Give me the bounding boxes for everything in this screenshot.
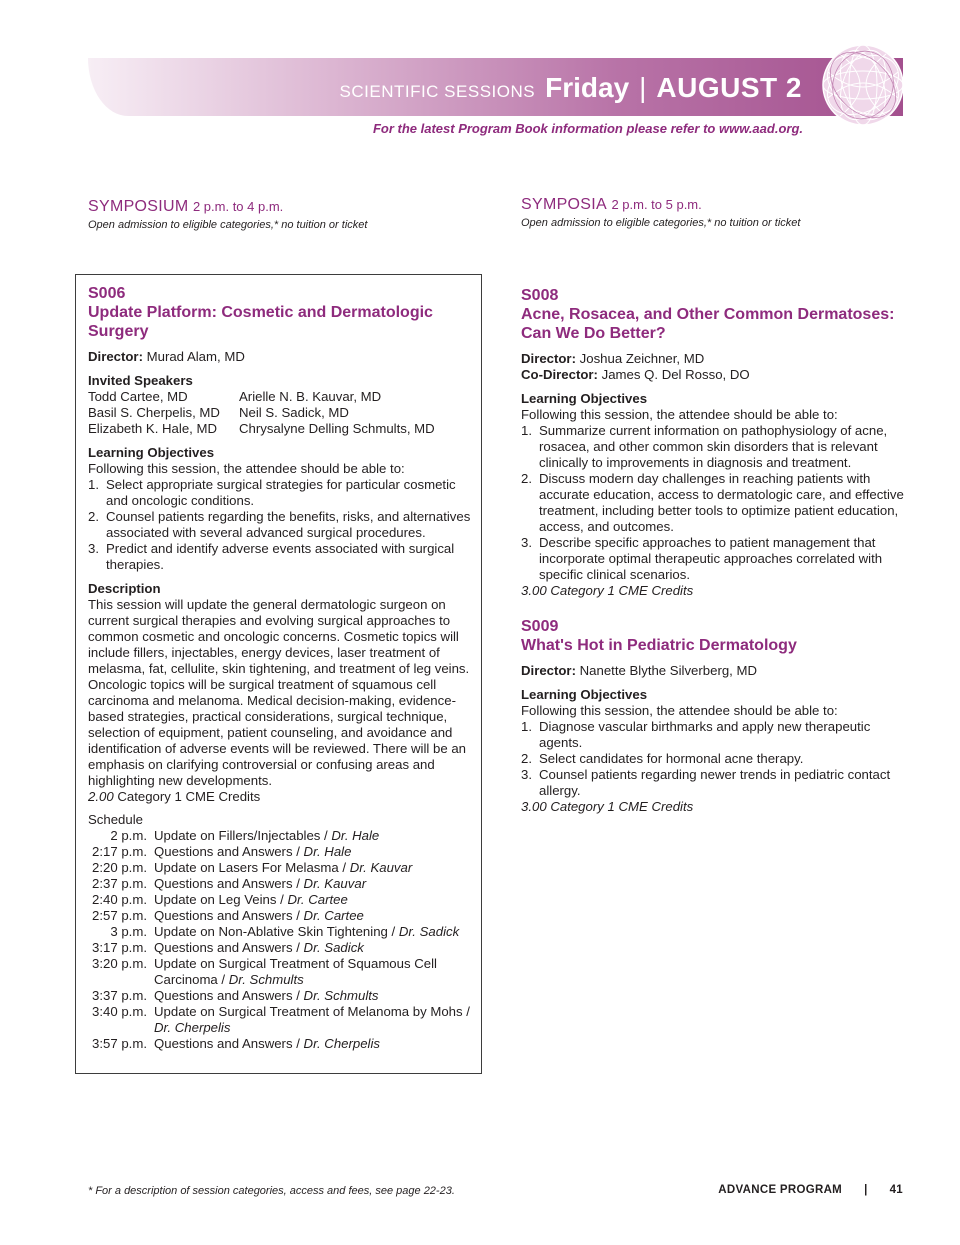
- credits-line: 3.00 Category 1 CME Credits: [521, 583, 694, 598]
- schedule-topic: Update on Leg Veins / Dr. Cartee: [154, 892, 348, 907]
- schedule-row: [88, 940, 473, 956]
- schedule-speaker: Dr. Cartee: [303, 908, 364, 923]
- director-line: Director: Murad Alam, MD: [88, 349, 245, 364]
- list-item: 1. Select appropriate surgical strategies for particular cosmetic and oncologic conditions.: [88, 477, 456, 508]
- schedule-list: [88, 828, 473, 1052]
- speaker: Basil S. Cherpelis, MD: [88, 405, 220, 420]
- director-line: Director: Nanette Blythe Silverberg, MD: [521, 663, 758, 678]
- schedule-topic: Update on Surgical Treatment of Squamous Cell Carcinoma / Dr. Schmults: [154, 956, 437, 987]
- symposium-label: SYMPOSIUM: [88, 198, 189, 215]
- right-column: [521, 286, 906, 815]
- schedule-topic: Questions and Answers / Dr. Sadick: [154, 940, 364, 955]
- speaker: Elizabeth K. Hale, MD: [88, 421, 217, 436]
- footer-page-info: [718, 1184, 903, 1196]
- schedule-speaker: Dr. Cherpelis: [154, 1020, 231, 1035]
- header-separator: |: [639, 72, 647, 103]
- schedule-row: [88, 1004, 473, 1036]
- schedule-speaker: Dr. Kauvar: [303, 876, 367, 891]
- schedule-topic: Questions and Answers / Dr. Hale: [154, 844, 352, 859]
- session-title: Acne, Rosacea, and Other Common Dermatoses: Can We Do Better?: [521, 306, 895, 342]
- speaker: Neil S. Sadick, MD: [239, 405, 349, 420]
- list-item: 3. Predict and identify adverse events associated with surgical therapies.: [88, 541, 455, 572]
- schedule-speaker: Dr. Kauvar: [349, 860, 413, 875]
- globe-logo-icon: [820, 42, 906, 128]
- schedule-time: 3:37 p.m.: [92, 988, 147, 1003]
- schedule-topic: Questions and Answers / Dr. Schmults: [154, 988, 379, 1003]
- objectives-list: [521, 719, 906, 799]
- schedule-speaker: Dr. Sadick: [303, 940, 364, 955]
- schedule-time: 3:17 p.m.: [92, 940, 147, 955]
- schedule-time: 2 p.m.: [110, 828, 147, 843]
- schedule-row: [88, 844, 473, 860]
- list-item: 3. Counsel patients regarding newer trends in pediatric contact allergy.: [521, 767, 891, 798]
- objectives-heading: Learning Objectives: [88, 445, 215, 460]
- schedule-row: [88, 876, 473, 892]
- speakers-list: [88, 389, 473, 437]
- date-label: AUGUST 2: [656, 72, 802, 103]
- symposia-time: 2 p.m. to 5 p.m.: [611, 197, 702, 212]
- schedule-speaker: Dr. Cherpelis: [303, 1036, 381, 1051]
- schedule-time: 2:17 p.m.: [92, 844, 147, 859]
- objectives-heading: Learning Objectives: [521, 687, 648, 702]
- right-symposia-heading: [521, 196, 800, 229]
- session-code: S009: [521, 618, 559, 635]
- schedule-topic: Questions and Answers / Dr. Cherpelis: [154, 1036, 381, 1051]
- schedule-topic: Update on Surgical Treatment of Melanoma by Mohs / Dr. Cherpelis: [154, 1004, 470, 1035]
- footer-separator: |: [864, 1184, 868, 1196]
- schedule-topic: Update on Lasers For Melasma / Dr. Kauvar: [154, 860, 413, 875]
- session-code: S006: [88, 285, 126, 302]
- schedule-row: [88, 924, 473, 940]
- list-item: 3. Describe specific approaches to patient management that incorporate optimal therapeutic approaches correlated with specific clinical scenarios.: [521, 535, 883, 582]
- schedule-row: [88, 828, 473, 844]
- schedule-speaker: Dr. Schmults: [228, 972, 304, 987]
- schedule-row: [88, 988, 473, 1004]
- schedule-row: [88, 860, 473, 876]
- speaker: Todd Cartee, MD: [88, 389, 188, 404]
- symposia-note: Open admission to eligible categories,* no tuition or ticket: [521, 217, 801, 229]
- symposia-label: SYMPOSIA: [521, 196, 607, 213]
- list-item: 2. Counsel patients regarding the benefits, risks, and alternatives associated with several advanced surgical procedures.: [88, 509, 471, 540]
- symposium-time: 2 p.m. to 4 p.m.: [192, 199, 284, 214]
- schedule-topic: Update on Fillers/Injectables / Dr. Hale: [154, 828, 380, 843]
- schedule-topic: Update on Non-Ablative Skin Tightening / Dr. Sadick: [154, 924, 460, 939]
- schedule-time: 2:37 p.m.: [92, 876, 147, 891]
- credits-line: 2.00 Category 1 CME Credits: [88, 789, 261, 804]
- director-line: Director: Joshua Zeichner, MD: [521, 351, 705, 366]
- schedule-row: [88, 1036, 473, 1052]
- section-label: SCIENTIFIC SESSIONS: [339, 82, 536, 101]
- session-title: What's Hot in Pediatric Dermatology: [521, 637, 797, 654]
- day-label: Friday: [545, 72, 630, 103]
- schedule-topic: Questions and Answers / Dr. Kauvar: [154, 876, 367, 891]
- schedule-row: [88, 908, 473, 924]
- schedule-topic: Questions and Answers / Dr. Cartee: [154, 908, 364, 923]
- schedule-time: 3:57 p.m.: [92, 1036, 147, 1051]
- schedule-time: 3:40 p.m.: [92, 1004, 147, 1019]
- schedule-heading: Schedule: [88, 812, 143, 827]
- schedule-time: 2:57 p.m.: [92, 908, 147, 923]
- objectives-heading: Learning Objectives: [521, 391, 648, 406]
- objectives-intro: Following this session, the attendee should be able to:: [88, 461, 405, 476]
- speaker: Arielle N. B. Kauvar, MD: [239, 389, 382, 404]
- objectives-intro: Following this session, the attendee should be able to:: [521, 703, 838, 718]
- list-item: 1. Summarize current information on pathophysiology of acne, rosacea, and other common skin disorders that is relevant clinically to improvements in diagnosis and treatment.: [521, 423, 888, 470]
- session-title: Update Platform: Cosmetic and Dermatologic Surgery: [88, 304, 433, 340]
- objectives-list: [88, 477, 473, 573]
- schedule-row: [88, 892, 473, 908]
- schedule-speaker: Dr. Hale: [303, 844, 352, 859]
- schedule-speaker: Dr. Cartee: [287, 892, 348, 907]
- schedule-time: 3:20 p.m.: [92, 956, 147, 971]
- header-title: [340, 72, 802, 104]
- description-text: This session will update the general dermatologic surgeon on current surgical therapies and evolving surgical approaches to common cosmetic and oncologic concerns. Cosmetic topics will include fillers, injectables, energy devices, laser treatment of melasma, fat, cellulite, skin tightening, and treatment of leg veins. Oncologic topics will be surgical treatment of squamous cell carcinoma and melanoma. Medical decision-making, evidence-based strategies, practical considerations, surgical technique, selection of equipment, patient counseling, and avoidance and identification of adverse events will be reviewed. There will be an emphasis on clarifying controversial or confusing areas and highlighting new developments.: [88, 597, 470, 788]
- left-symposium-heading: [88, 198, 367, 231]
- page-number: 41: [889, 1184, 903, 1196]
- speaker: Chrysalyne Delling Schmults, MD: [239, 421, 435, 436]
- schedule-time: 2:40 p.m.: [92, 892, 147, 907]
- schedule-row: [88, 956, 473, 988]
- speakers-heading: Invited Speakers: [88, 373, 193, 388]
- description-heading: Description: [88, 581, 161, 596]
- credits-line: 3.00 Category 1 CME Credits: [521, 799, 694, 814]
- list-item: 2. Discuss modern day challenges in reaching patients with accurate education, access to dermatologic care, and effective treatment, including better tools to optimize patient education, access, and outcomes.: [521, 471, 904, 534]
- s006-session: [88, 284, 473, 1052]
- list-item: 2. Select candidates for hormonal acne therapy.: [521, 751, 804, 766]
- codirector-line: Co-Director: James Q. Del Rosso, DO: [521, 367, 750, 382]
- schedule-time: 3 p.m.: [110, 924, 147, 939]
- program-label: ADVANCE PROGRAM: [718, 1184, 843, 1196]
- symposium-note: Open admission to eligible categories,* no tuition or ticket: [88, 219, 368, 231]
- footer-note: * For a description of session categories, access and fees, see page 22-23.: [88, 1185, 455, 1197]
- tagline: For the latest Program Book information please refer to www.aad.org.: [372, 121, 803, 136]
- list-item: 1. Diagnose vascular birthmarks and apply new therapeutic agents.: [521, 719, 871, 750]
- schedule-speaker: Dr. Schmults: [303, 988, 379, 1003]
- session-code: S008: [521, 287, 559, 304]
- schedule-speaker: Dr. Sadick: [398, 924, 460, 939]
- schedule-time: 2:20 p.m.: [92, 860, 147, 875]
- objectives-list: [521, 423, 906, 583]
- schedule-speaker: Dr. Hale: [331, 828, 380, 843]
- objectives-intro: Following this session, the attendee should be able to:: [521, 407, 838, 422]
